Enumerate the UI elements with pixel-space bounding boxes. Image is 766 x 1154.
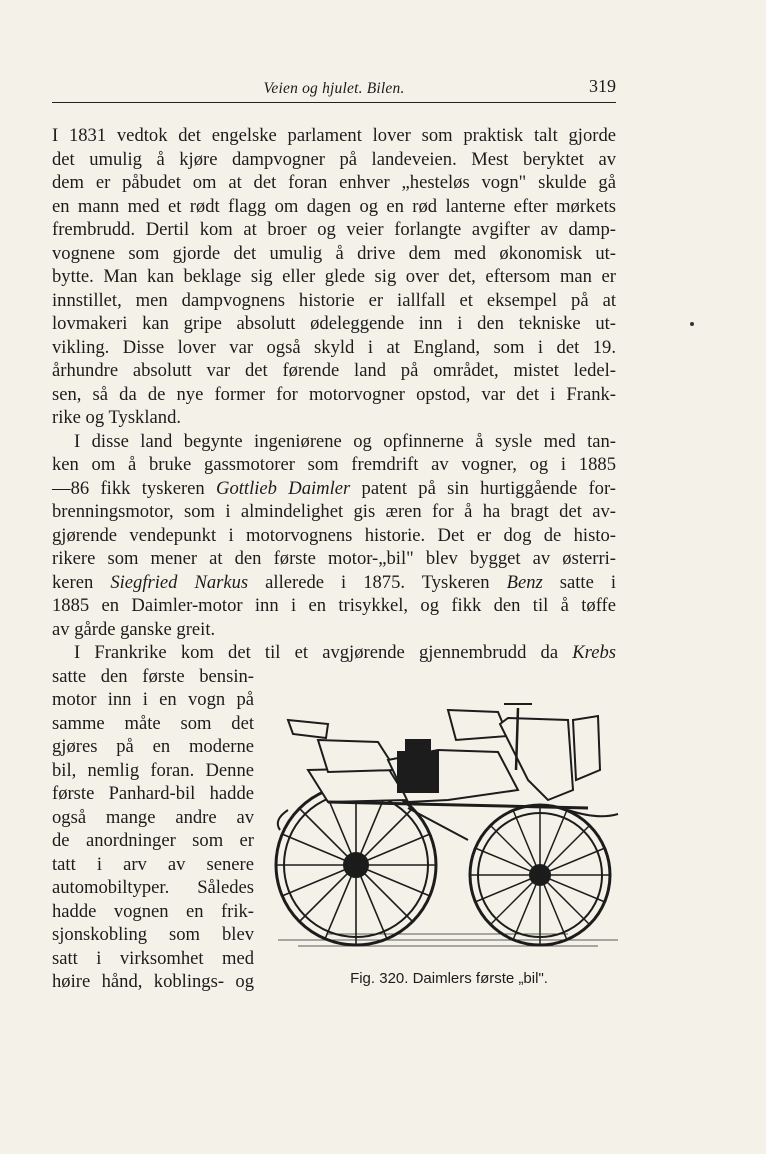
- text-line: I disse land begynte ingeniørene og opfinnerne å sysle med tan-: [74, 430, 616, 452]
- text-line: de anordninger som er: [52, 830, 254, 851]
- text-line: motor inn i en vogn på: [52, 689, 254, 710]
- text-line: første Panhard-bil hadde: [52, 783, 254, 804]
- text-line: sjonskobling som blev: [52, 924, 254, 945]
- text-line: gjørende vendepunkt i motorvognens historie. Det er dog de histo-: [52, 524, 616, 546]
- text-line: tatt i arv av senere: [52, 853, 254, 875]
- text-line: gjøres på en moderne: [52, 736, 254, 757]
- person-name-narkus: Siegfried Narkus: [110, 571, 249, 593]
- figure-daimler-car: [268, 690, 630, 960]
- text-line: rikere som mener at den første motor-„bil" blev bygget av østerri-: [52, 548, 616, 569]
- text-span: satte i: [542, 571, 617, 593]
- text-line: det umulig å kjøre dampvogner på landeveien. Mest beryktet av: [52, 148, 616, 170]
- text-line: brenningsmotor, som i almindelighet gis æren for å ha bragt det av-: [52, 501, 616, 522]
- person-name-benz: Benz: [506, 571, 543, 593]
- text-line: også mange andre av: [52, 806, 254, 828]
- text-line: samme måte som det: [52, 712, 254, 734]
- text-line: hadde vognen en frik-: [52, 900, 254, 922]
- text-span: —86 fikk tyskeren: [52, 477, 217, 499]
- person-name-daimler: Gottlieb Daimler: [216, 477, 351, 499]
- person-name-krebs: Krebs: [572, 642, 616, 663]
- text-line: [52, 641, 616, 665]
- text-line: [52, 571, 616, 595]
- text-line: bytte. Man kan beklage sig eller glede sig over det, eftersom man er: [52, 266, 616, 287]
- text-line: satte den første bensin-: [52, 665, 254, 687]
- page-number: 319: [589, 76, 616, 96]
- text-line: satt i virksomhet med: [52, 947, 254, 969]
- text-span: patent på sin hurtiggående for-: [350, 477, 616, 499]
- text-line: vikling. Disse lover var også skyld i at England, som i det 19.: [52, 336, 616, 358]
- text-span: I Frankrike kom det til et avgjørende gjennembrudd da: [74, 642, 573, 663]
- text-line: dem er påbudet om at det foran enhver „hesteløs vogn" skulde gå: [52, 172, 616, 193]
- text-line: århundre absolutt var det førende land på området, mistet ledel-: [52, 360, 616, 381]
- text-line: bil, nemlig foran. Denne: [52, 759, 254, 781]
- text-span: keren: [52, 571, 111, 593]
- car-engraving: [268, 690, 630, 960]
- text-line: av gårde ganske greit.: [52, 618, 216, 640]
- page-header: [52, 76, 616, 103]
- text-line: sen, så da de nye former for motorvogner opstod, var det i Frank-: [52, 383, 616, 405]
- text-line: høire hånd, koblings- og: [52, 971, 254, 992]
- text-line: frembrudd. Dertil kom at broer og veier forlangte avgifter av damp-: [52, 219, 616, 240]
- ink-speck: [690, 322, 694, 326]
- running-title: Veien og hjulet. Bilen.: [263, 80, 405, 97]
- text-line: [52, 477, 616, 501]
- paragraph-1: [52, 124, 616, 430]
- paragraph-2: [52, 430, 616, 642]
- text-line: ken om å bruke gassmotorer som fremdrift av vogner, og i 1885: [52, 454, 616, 475]
- text-line: lovmakeri kan gripe absolutt ødeleggende inn i den tekniske ut-: [52, 313, 616, 334]
- text-line: 1885 en Daimler-motor inn i en trisykkel, og fikk den til å tøffe: [52, 595, 616, 616]
- text-line: en mann med et rødt flagg om dagen og en rød lanterne efter mørkets: [52, 195, 616, 217]
- text-line: automobiltyper. Således: [52, 877, 254, 898]
- text-span: allerede i 1875. Tyskeren: [248, 571, 507, 593]
- figure-caption: Fig. 320. Daimlers første „bil".: [350, 970, 548, 987]
- text-line: rike og Tyskland.: [52, 407, 182, 428]
- text-line: I 1831 vedtok det engelske parlament lover som praktisk talt gjorde: [52, 125, 616, 146]
- text-line: vognene som gjorde det umulig å drive dem med økonomisk ut-: [52, 242, 616, 264]
- text-line: innstillet, men dampvognens historie er iallfall et eksempel på at: [52, 289, 616, 311]
